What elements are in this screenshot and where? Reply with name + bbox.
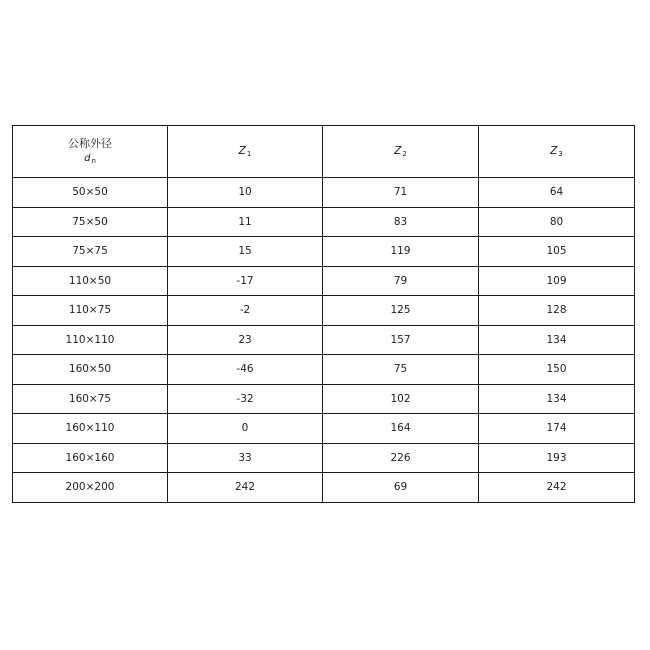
cell-z3: 134 bbox=[479, 384, 635, 414]
header-z1-sub: 1 bbox=[246, 149, 252, 158]
cell-z3: 64 bbox=[479, 178, 635, 208]
header-z3 bbox=[479, 126, 635, 178]
header-z2 bbox=[323, 126, 479, 178]
cell-size: 110×110 bbox=[13, 325, 168, 355]
table-row bbox=[13, 443, 635, 473]
table-row bbox=[13, 355, 635, 385]
table-row bbox=[13, 296, 635, 326]
cell-z2: 226 bbox=[323, 443, 479, 473]
cell-z2: 75 bbox=[323, 355, 479, 385]
header-nominal-diameter bbox=[13, 126, 168, 178]
header-z3-sub: 3 bbox=[558, 149, 563, 158]
cell-z1: 242 bbox=[168, 473, 323, 503]
table-row bbox=[13, 325, 635, 355]
cell-size: 110×75 bbox=[13, 296, 168, 326]
header-z1 bbox=[168, 126, 323, 178]
cell-z1: 15 bbox=[168, 237, 323, 267]
cell-z1: -2 bbox=[168, 296, 323, 326]
cell-z3: 134 bbox=[479, 325, 635, 355]
table-row bbox=[13, 178, 635, 208]
cell-size: 110×50 bbox=[13, 266, 168, 296]
cell-z2: 164 bbox=[323, 414, 479, 444]
cell-z3: 174 bbox=[479, 414, 635, 444]
table-row bbox=[13, 207, 635, 237]
header-dn-symbol bbox=[13, 152, 167, 168]
cell-size: 75×50 bbox=[13, 207, 168, 237]
header-dn-sub: n bbox=[91, 156, 96, 165]
cell-size: 75×75 bbox=[13, 237, 168, 267]
cell-z3: 128 bbox=[479, 296, 635, 326]
header-dn-main: d bbox=[84, 152, 91, 164]
table-row bbox=[13, 414, 635, 444]
cell-z1: 11 bbox=[168, 207, 323, 237]
cell-size: 160×160 bbox=[13, 443, 168, 473]
cell-z2: 102 bbox=[323, 384, 479, 414]
table-body bbox=[13, 178, 635, 503]
cell-z2: 157 bbox=[323, 325, 479, 355]
cell-size: 50×50 bbox=[13, 178, 168, 208]
header-z2-main: Z bbox=[394, 144, 402, 157]
cell-z1: 0 bbox=[168, 414, 323, 444]
header-z2-sub: 2 bbox=[402, 149, 407, 158]
cell-z1: -32 bbox=[168, 384, 323, 414]
cell-z2: 83 bbox=[323, 207, 479, 237]
cell-z2: 69 bbox=[323, 473, 479, 503]
cell-z2: 119 bbox=[323, 237, 479, 267]
cell-z2: 79 bbox=[323, 266, 479, 296]
cell-z2: 71 bbox=[323, 178, 479, 208]
table-row bbox=[13, 266, 635, 296]
table-row bbox=[13, 384, 635, 414]
cell-z3: 109 bbox=[479, 266, 635, 296]
cell-z1: -46 bbox=[168, 355, 323, 385]
cell-z3: 150 bbox=[479, 355, 635, 385]
header-nominal-diameter-label: 公称外径 bbox=[68, 136, 112, 150]
cell-z1: 33 bbox=[168, 443, 323, 473]
cell-z2: 125 bbox=[323, 296, 479, 326]
cell-size: 160×75 bbox=[13, 384, 168, 414]
cell-z1: 10 bbox=[168, 178, 323, 208]
cell-z3: 242 bbox=[479, 473, 635, 503]
cell-z3: 80 bbox=[479, 207, 635, 237]
cell-z1: -17 bbox=[168, 266, 323, 296]
table-row bbox=[13, 237, 635, 267]
header-row bbox=[13, 126, 635, 178]
cell-size: 160×110 bbox=[13, 414, 168, 444]
table-header bbox=[13, 126, 635, 178]
cell-size: 200×200 bbox=[13, 473, 168, 503]
cell-z3: 193 bbox=[479, 443, 635, 473]
cell-z1: 23 bbox=[168, 325, 323, 355]
cell-z3: 105 bbox=[479, 237, 635, 267]
dimension-table bbox=[12, 125, 635, 503]
header-z1-main: Z bbox=[238, 144, 246, 157]
cell-size: 160×50 bbox=[13, 355, 168, 385]
header-z3-main: Z bbox=[550, 144, 558, 157]
table-row bbox=[13, 473, 635, 503]
